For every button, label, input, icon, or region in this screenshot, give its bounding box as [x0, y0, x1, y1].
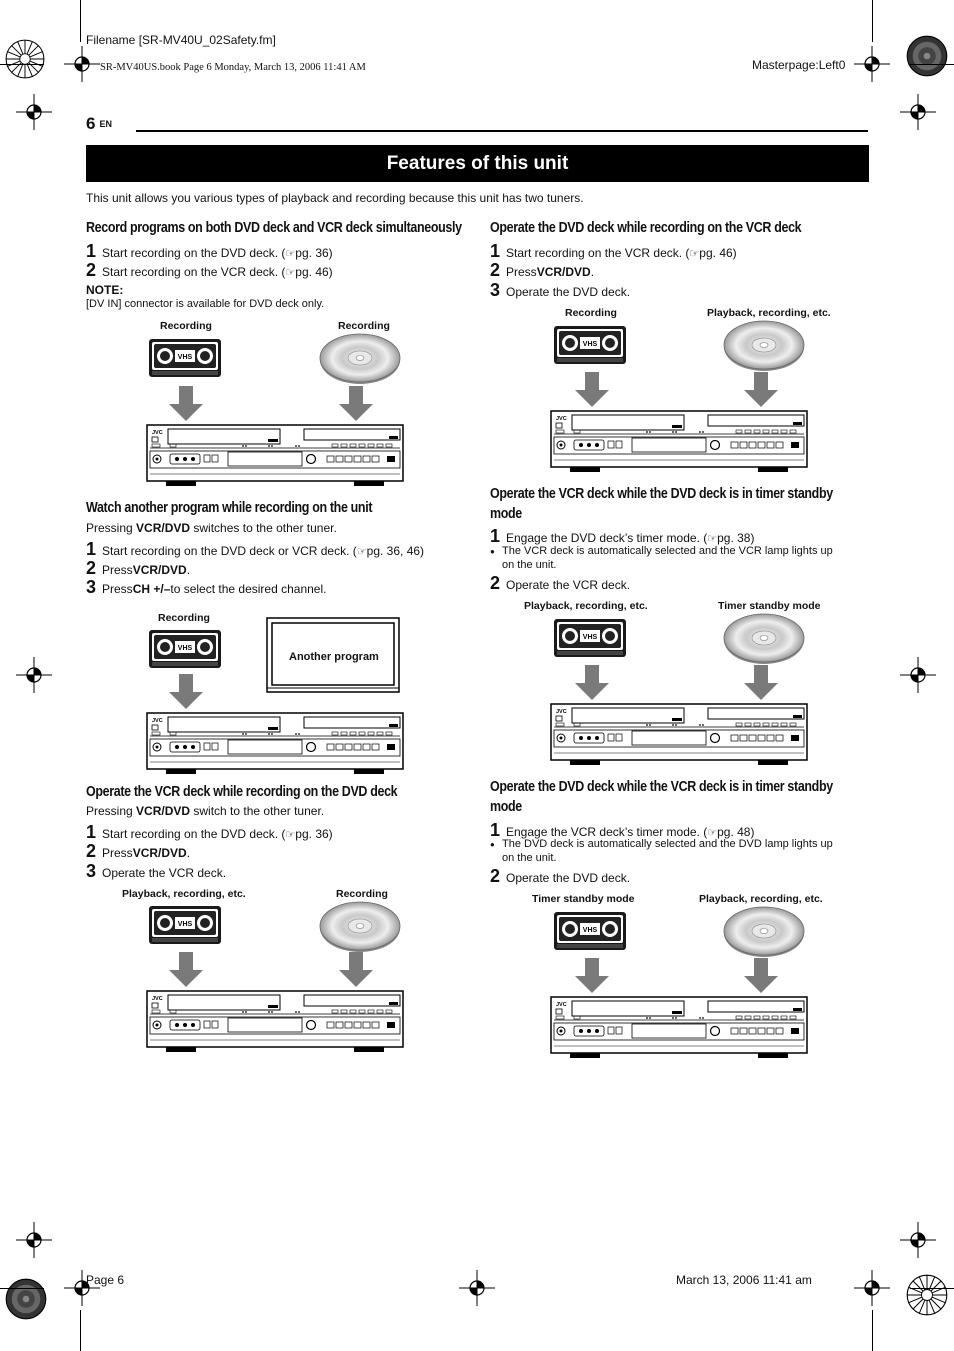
crosshair-bottom-center [457, 1268, 497, 1313]
registration-mark-bottom-left-target [4, 1277, 48, 1326]
registration-mark-top-right-target [905, 34, 949, 83]
pointing-hand-icon: ☞ [707, 533, 718, 545]
book-info-line: SR-MV40US.book Page 6 Monday, March 13, 2006 11:41 AM [100, 62, 366, 73]
s3-label-left: Playback, recording, etc. [122, 888, 246, 900]
dvd-vcr-unit-illustration [146, 424, 404, 488]
s6-step-1: 1 Engage the VCR deck’s timer mode. ( ☞ pg. 48) [490, 820, 755, 840]
trim-line-top-left-v [80, 0, 81, 42]
dark-target-icon [4, 1277, 48, 1321]
down-arrow-icon [743, 958, 779, 994]
page-number: 6 EN [86, 114, 112, 133]
crosshair-icon [62, 44, 102, 84]
note-text: [DV IN] connector is available for DVD deck only. [86, 298, 325, 310]
target-icon [4, 38, 46, 80]
vhs-tape-icon [148, 338, 222, 378]
s6-label-left: Timer standby mode [532, 893, 635, 905]
s5-step-2: 2 Operate the VCR deck. [490, 573, 631, 593]
vhs-tape-icon [553, 911, 627, 951]
crosshair-icon [457, 1268, 497, 1308]
dvd-disc-icon [318, 332, 402, 386]
section-heading-vcr-while-dvd-recording: Operate the VCR deck while recording on the DVD deck [86, 784, 398, 800]
trim-line-bottom-right-h [910, 1288, 954, 1289]
trim-line-bottom-left-v [80, 1310, 81, 1351]
pointing-hand-icon: ☞ [285, 248, 296, 260]
down-arrow-icon [338, 386, 374, 422]
dvd-disc-icon [722, 905, 806, 959]
crosshair-right-lower [898, 1220, 938, 1265]
registration-mark-top-left-target [4, 38, 46, 85]
dvd-vcr-unit-illustration [146, 712, 404, 776]
s1-step-2: 2 Start recording on the VCR deck. ( ☞ pg. 46) [86, 260, 333, 280]
dvd-vcr-unit-illustration [550, 996, 808, 1060]
s3-step-2: 2 Press VCR/DVD . [86, 841, 191, 861]
section-heading-vcr-while-dvd-timer: Operate the VCR deck while the DVD deck is in timer standby mode [490, 486, 833, 522]
crosshair-right-upper [898, 92, 938, 137]
target-icon [905, 1273, 949, 1317]
masterpage-label: Masterpage:Left0 [752, 58, 846, 72]
language-code: EN [99, 119, 112, 129]
dvd-disc-icon [722, 612, 806, 666]
s6-step-2: 2 Operate the DVD deck. [490, 866, 631, 886]
vhs-tape-icon [553, 325, 627, 365]
s6-bullet: ● The DVD deck is automatically selected and the DVD lamp lights up on the unit. [502, 837, 872, 865]
section-heading-simultaneous-recording: Record programs on both DVD deck and VCR deck simultaneously [86, 220, 462, 236]
crosshair-icon [14, 92, 54, 132]
vhs-tape-icon [553, 618, 627, 658]
s5-step-1: 1 Engage the DVD deck’s timer mode. ( ☞ pg. 38) [490, 526, 755, 546]
crosshair-top-left [62, 44, 102, 89]
note-heading: NOTE: [86, 283, 124, 297]
s6-label-right: Playback, recording, etc. [699, 893, 823, 905]
s3-lead: Pressing VCR/DVD switch to the other tuner. [86, 804, 325, 818]
crosshair-left-lower [14, 1220, 54, 1265]
s4-step-1: 1 Start recording on the VCR deck. ( ☞ pg. 46) [490, 241, 737, 261]
s2-step-3: 3 Press CH +/– to select the desired channel. [86, 577, 327, 597]
down-arrow-icon [168, 386, 204, 422]
trim-line-top-left-h [0, 64, 44, 65]
s2-step-2: 2 Press VCR/DVD . [86, 558, 191, 578]
crosshair-bottom-right [852, 1268, 892, 1313]
trim-line-bottom-left-h [0, 1288, 44, 1289]
s4-label-right: Playback, recording, etc. [707, 307, 831, 319]
trim-line-top-right-v [872, 0, 873, 42]
dvd-vcr-unit-illustration [146, 990, 404, 1054]
s2-lead: Pressing VCR/DVD switches to the other tuner. [86, 521, 337, 535]
s2-step-1: 1 Start recording on the DVD deck or VCR deck. ( ☞ pg. 36, 46) [86, 539, 425, 559]
trim-line-bottom-right-v [872, 1310, 873, 1351]
s5-bullet: ● The VCR deck is automatically selected and the VCR lamp lights up on the unit. [502, 544, 872, 572]
pointing-hand-icon: ☞ [707, 827, 718, 839]
dvd-vcr-unit-illustration [550, 703, 808, 767]
s1-label-right: Recording [338, 320, 390, 332]
page-title: Features of this unit [86, 145, 869, 182]
registration-mark-bottom-right-target [905, 1273, 949, 1322]
dvd-disc-icon [318, 900, 402, 954]
s3-step-3: 3 Operate the VCR deck. [86, 861, 227, 881]
footer-date: March 13, 2006 11:41 am [676, 1273, 812, 1287]
vhs-tape-icon [148, 629, 222, 669]
s5-label-left: Playback, recording, etc. [524, 600, 648, 612]
header-rule [136, 130, 868, 132]
intro-text: This unit allows you various types of playback and recording because this unit has two tuners. [86, 191, 584, 205]
vhs-tape-icon [148, 905, 222, 945]
dvd-vcr-unit-illustration [550, 410, 808, 474]
dvd-disc-icon [722, 319, 806, 373]
crosshair-right-middle [898, 655, 938, 700]
down-arrow-icon [574, 958, 610, 994]
crosshair-icon [898, 1220, 938, 1260]
s1-step-1: 1 Start recording on the DVD deck. ( ☞ pg. 36) [86, 241, 333, 261]
tv-screen-text: Another program [289, 651, 379, 663]
s3-step-1: 1 Start recording on the DVD deck. ( ☞ pg. 36) [86, 822, 333, 842]
crosshair-icon [14, 1220, 54, 1260]
pointing-hand-icon: ☞ [285, 267, 296, 279]
down-arrow-icon [743, 665, 779, 701]
footer-page: Page 6 [86, 1273, 125, 1287]
s5-label-right: Timer standby mode [718, 600, 821, 612]
crosshair-left-middle [14, 655, 54, 700]
crosshair-icon [14, 655, 54, 695]
crosshair-icon [852, 44, 892, 84]
s1-label-left: Recording [160, 320, 212, 332]
down-arrow-icon [743, 372, 779, 408]
s4-label-left: Recording [565, 307, 617, 319]
section-heading-watch-another-program: Watch another program while recording on the unit [86, 500, 373, 516]
filename-header: Filename [SR-MV40U_02Safety.fm] [86, 33, 276, 47]
section-heading-dvd-while-vcr-recording: Operate the DVD deck while recording on the VCR deck [490, 220, 802, 236]
down-arrow-icon [168, 674, 204, 710]
trim-line-top-right-h [910, 64, 954, 65]
dark-target-icon [905, 34, 949, 78]
crosshair-icon [898, 655, 938, 695]
pointing-hand-icon: ☞ [285, 829, 296, 841]
down-arrow-icon [168, 952, 204, 988]
crosshair-icon [852, 1268, 892, 1308]
crosshair-icon [898, 92, 938, 132]
down-arrow-icon [574, 665, 610, 701]
crosshair-left-upper [14, 92, 54, 137]
crosshair-top-right [852, 44, 892, 89]
down-arrow-icon [574, 372, 610, 408]
down-arrow-icon [338, 952, 374, 988]
pointing-hand-icon: ☞ [356, 546, 367, 558]
pointing-hand-icon: ☞ [689, 248, 700, 260]
s3-label-right: Recording [336, 888, 388, 900]
s4-step-2: 2 Press VCR/DVD . [490, 260, 595, 280]
s2-label-left: Recording [158, 612, 210, 624]
s4-step-3: 3 Operate the DVD deck. [490, 280, 631, 300]
section-heading-dvd-while-vcr-timer: Operate the DVD deck while the VCR deck is in timer standby mode [490, 779, 833, 815]
